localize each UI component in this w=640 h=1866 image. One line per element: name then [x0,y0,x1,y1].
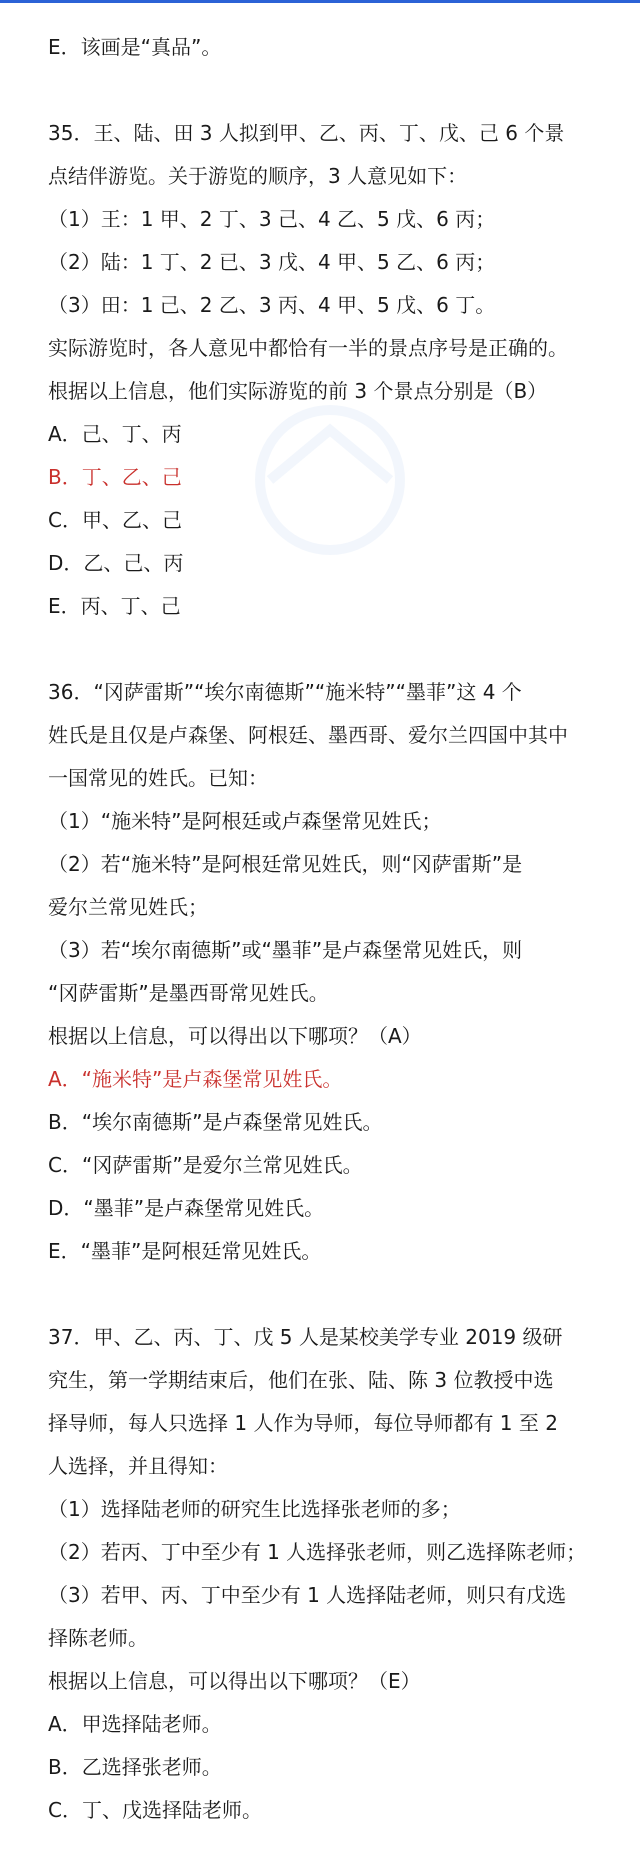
q37-stem-line-4: 人选择，并且得知： [48,1454,228,1478]
q36-stem-line-3: 一国常见的姓氏。已知： [48,766,268,790]
q35-option-d: D．乙、己、丙 [48,551,184,575]
q37-stem-line-2: 究生，第一学期结束后，他们在张、陆、陈 3 位教授中选 [48,1368,554,1392]
q35-option-c: C．甲、乙、己 [48,508,182,532]
q36-stem-line-1: 36．“冈萨雷斯”“埃尔南德斯”“施米特”“墨菲”这 4 个 [48,680,522,704]
q36-condition-3-line-1: （3）若“埃尔南德斯”或“墨菲”是卢森堡常见姓氏，则 [48,938,523,962]
q36-option-e: E．“墨菲”是阿根廷常见姓氏。 [48,1239,322,1263]
q37-condition-1: （1）选择陆老师的研究生比选择张老师的多； [48,1497,461,1521]
prev-option-e: E．该画是“真品”。 [48,35,222,59]
q35-option-e: E．丙、丁、己 [48,594,181,618]
q37-option-b: B．乙选择张老师。 [48,1755,222,1779]
q36-condition-3-line-2: “冈萨雷斯”是墨西哥常见姓氏。 [48,981,329,1005]
q35-ask: 根据以上信息，他们实际游览的前 3 个景点分别是（B） [48,379,548,403]
q37-ask: 根据以上信息，可以得出以下哪项？（E） [48,1669,421,1693]
spacer [48,628,608,671]
q36-condition-2-line-1: （2）若“施米特”是阿根廷常见姓氏，则“冈萨雷斯”是 [48,852,523,876]
question-35 [48,112,608,628]
q35-condition-2: （2）陆：1 丁、2 已、3 戊、4 甲、5 乙、6 丙； [48,250,496,274]
q36-option-c: C．“冈萨雷斯”是爱尔兰常见姓氏。 [48,1153,363,1177]
top-accent-bar [0,0,640,3]
q37-condition-3-line-2: 择陈老师。 [48,1626,148,1650]
q35-condition-1: （1）王：1 甲、2 丁、3 己、4 乙、5 戊、6 丙； [48,207,496,231]
q37-stem-line-1: 37．甲、乙、丙、丁、戊 5 人是某校美学专业 2019 级研 [48,1325,563,1349]
q35-condition-3: （3）田：1 己、2 乙、3 丙、4 甲、5 戊、6 丁。 [48,293,496,317]
q37-stem-line-3: 择导师，每人只选择 1 人作为导师，每位导师都有 1 至 2 [48,1411,558,1435]
q37-condition-2: （2）若丙、丁中至少有 1 人选择张老师，则乙选择陈老师； [48,1540,587,1564]
q36-condition-2-line-2: 爱尔兰常见姓氏； [48,895,208,919]
document-body [48,26,608,1832]
spacer [48,1273,608,1316]
q37-condition-3-line-1: （3）若甲、丙、丁中至少有 1 人选择陆老师，则只有戊选 [48,1583,567,1607]
q35-option-a: A．己、丁、丙 [48,422,182,446]
q35-option-b-answer: B．丁、乙、己 [48,465,182,489]
q36-option-d: D．“墨菲”是卢森堡常见姓氏。 [48,1196,325,1220]
question-36 [48,671,608,1273]
q36-option-b: B．“埃尔南德斯”是卢森堡常见姓氏。 [48,1110,383,1134]
q35-info: 实际游览时，各人意见中都恰有一半的景点序号是正确的。 [48,336,568,360]
question-37 [48,1316,608,1832]
q36-condition-1: （1）“施米特”是阿根廷或卢森堡常见姓氏； [48,809,442,833]
q36-option-a-answer: A．“施米特”是卢森堡常见姓氏。 [48,1067,343,1091]
q35-stem-line-2: 点结伴游览。关于游览的顺序，3 人意见如下： [48,164,468,188]
q36-ask: 根据以上信息，可以得出以下哪项？（A） [48,1024,422,1048]
q37-option-c: C．丁、戊选择陆老师。 [48,1798,262,1822]
q37-option-a: A．甲选择陆老师。 [48,1712,222,1736]
q35-stem-line-1: 35．王、陆、田 3 人拟到甲、乙、丙、丁、戊、己 6 个景 [48,121,565,145]
q36-stem-line-2: 姓氏是且仅是卢森堡、阿根廷、墨西哥、爱尔兰四国中其中 [48,723,568,747]
spacer [48,69,608,112]
